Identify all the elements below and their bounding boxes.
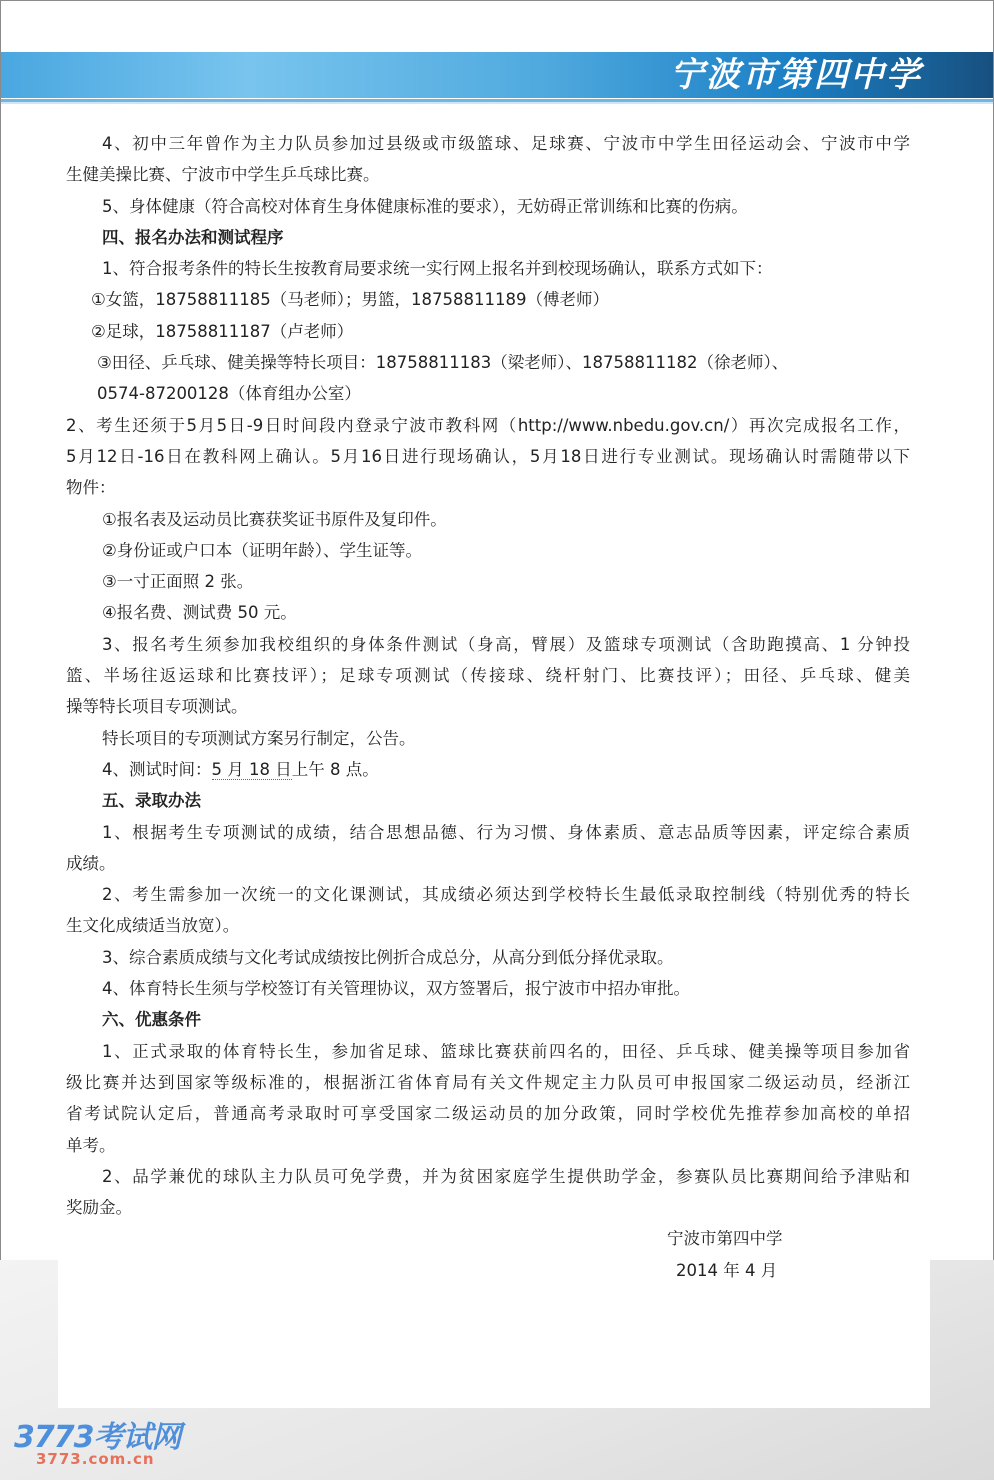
list-item: ④报名费、测试费 50 元。	[102, 603, 297, 623]
test-time-label: 4、测试时间：	[102, 759, 212, 779]
text-line: 2、品学兼优的球队主力队员可免学费，并为贫困家庭学生提供助学金，参赛队员比赛期间给予津贴和	[102, 1166, 910, 1186]
text-line: 2、考生还须于5月5日-9日时间段内登录宁波市教科网（http://www.nbedu.gov.cn/）再次完成报名工作，	[66, 415, 910, 435]
section-heading: 六、优惠条件	[102, 1010, 201, 1030]
section-heading: 五、录取办法	[102, 791, 201, 811]
test-date: 5 月 18 日	[211, 759, 292, 779]
text-line: 成绩。	[66, 853, 116, 873]
text-line: 级比赛并达到国家等级标准的，根据浙江省体育局有关文件规定主力队员可申报国家二级运动员，经浙江	[66, 1072, 910, 1092]
text-line: 3、报名考生须参加我校组织的身体条件测试（身高，臂展）及篮球专项测试（含助跑摸高、1 分钟投	[102, 634, 910, 654]
contact-line: 0574-87200128（体育组办公室）	[97, 384, 361, 404]
text-line: 4、体育特长生须与学校签订有关管理协议，双方签署后，报宁波市中招办审批。	[102, 979, 690, 999]
list-item: ①报名表及运动员比赛获奖证书原件及复印件。	[102, 509, 447, 529]
text-line: 省考试院认定后，普通高考录取时可享受国家二级运动员的加分政策，同时学校优先推荐参加高校的单招	[66, 1104, 910, 1124]
signature-school: 宁波市第四中学	[667, 1229, 783, 1249]
text-line: 2、考生需参加一次统一的文化课测试，其成绩必须达到学校特长生最低录取控制线（特别优秀的特长	[102, 885, 910, 905]
text-line: 生文化成绩适当放宽）。	[66, 916, 240, 936]
watermark-logo	[14, 1412, 181, 1468]
text-line: 1、符合报考条件的特长生按教育局要求统一实行网上报名并到校现场确认，联系方式如下：	[102, 259, 773, 279]
text-line: 特长项目的专项测试方案另行制定，公告。	[102, 728, 416, 748]
school-logo: 宁波市第四中学	[670, 55, 922, 95]
text-line: 5月12日-16日在教科网上确认。5月16日进行现场确认，5月18日进行专业测试。现场确认时需随带以下	[66, 446, 910, 466]
signature-date: 2014 年 4 月	[676, 1260, 778, 1280]
text-line: 3、综合素质成绩与文化考试成绩按比例折合成总分，从高分到低分择优录取。	[102, 947, 674, 967]
watermark-brand: 3773考试网	[14, 1420, 181, 1455]
list-item: ②身份证或户口本（证明年龄）、学生证等。	[102, 540, 423, 560]
text-line: 物件：	[66, 478, 116, 498]
watermark-domain: 3773.com.cn	[36, 1450, 155, 1468]
text-line: 生健美操比赛、宁波市中学生乒乓球比赛。	[66, 165, 380, 185]
contact-line: ③田径、乒乓球、健美操等特长项目：18758811183（梁老师）、18758811182（徐老师）、	[97, 353, 789, 373]
test-hour: 上午 8 点。	[291, 759, 379, 779]
document-body	[66, 128, 910, 1286]
text-line: 奖励金。	[66, 1198, 132, 1218]
text-line: 操等特长项目专项测试。	[66, 697, 248, 717]
text-line: 篮、半场往返运球和比赛技评）；足球专项测试（传接球、绕杆射门、比赛技评）；田径、乒乓球、健美	[66, 666, 910, 686]
text-line: 5、身体健康（符合高校对体育生身体健康标准的要求），无妨碍正常训练和比赛的伤病。	[102, 196, 748, 216]
contact-line: ②足球，18758811187（卢老师）	[91, 321, 354, 341]
header-stripe-light	[1, 102, 993, 104]
text-line: 单考。	[66, 1135, 116, 1155]
contact-line: ①女篮，18758811185（马老师）；男篮，18758811189（傅老师）	[91, 290, 609, 310]
text-line: 4、初中三年曾作为主力队员参加过县级或市级篮球、足球赛、宁波市中学生田径运动会、宁波市中学	[102, 134, 910, 153]
test-time-line	[66, 754, 910, 785]
list-item: ③一寸正面照 2 张。	[102, 572, 254, 592]
text-line: 1、根据考生专项测试的成绩，结合思想品德、行为习惯、身体素质、意志品质等因素，评定综合素质	[102, 822, 910, 842]
section-heading: 四、报名办法和测试程序	[102, 227, 284, 247]
text-line: 1、正式录取的体育特长生，参加省足球、篮球比赛获前四名的，田径、乒乓球、健美操等项目参加省	[102, 1041, 910, 1061]
